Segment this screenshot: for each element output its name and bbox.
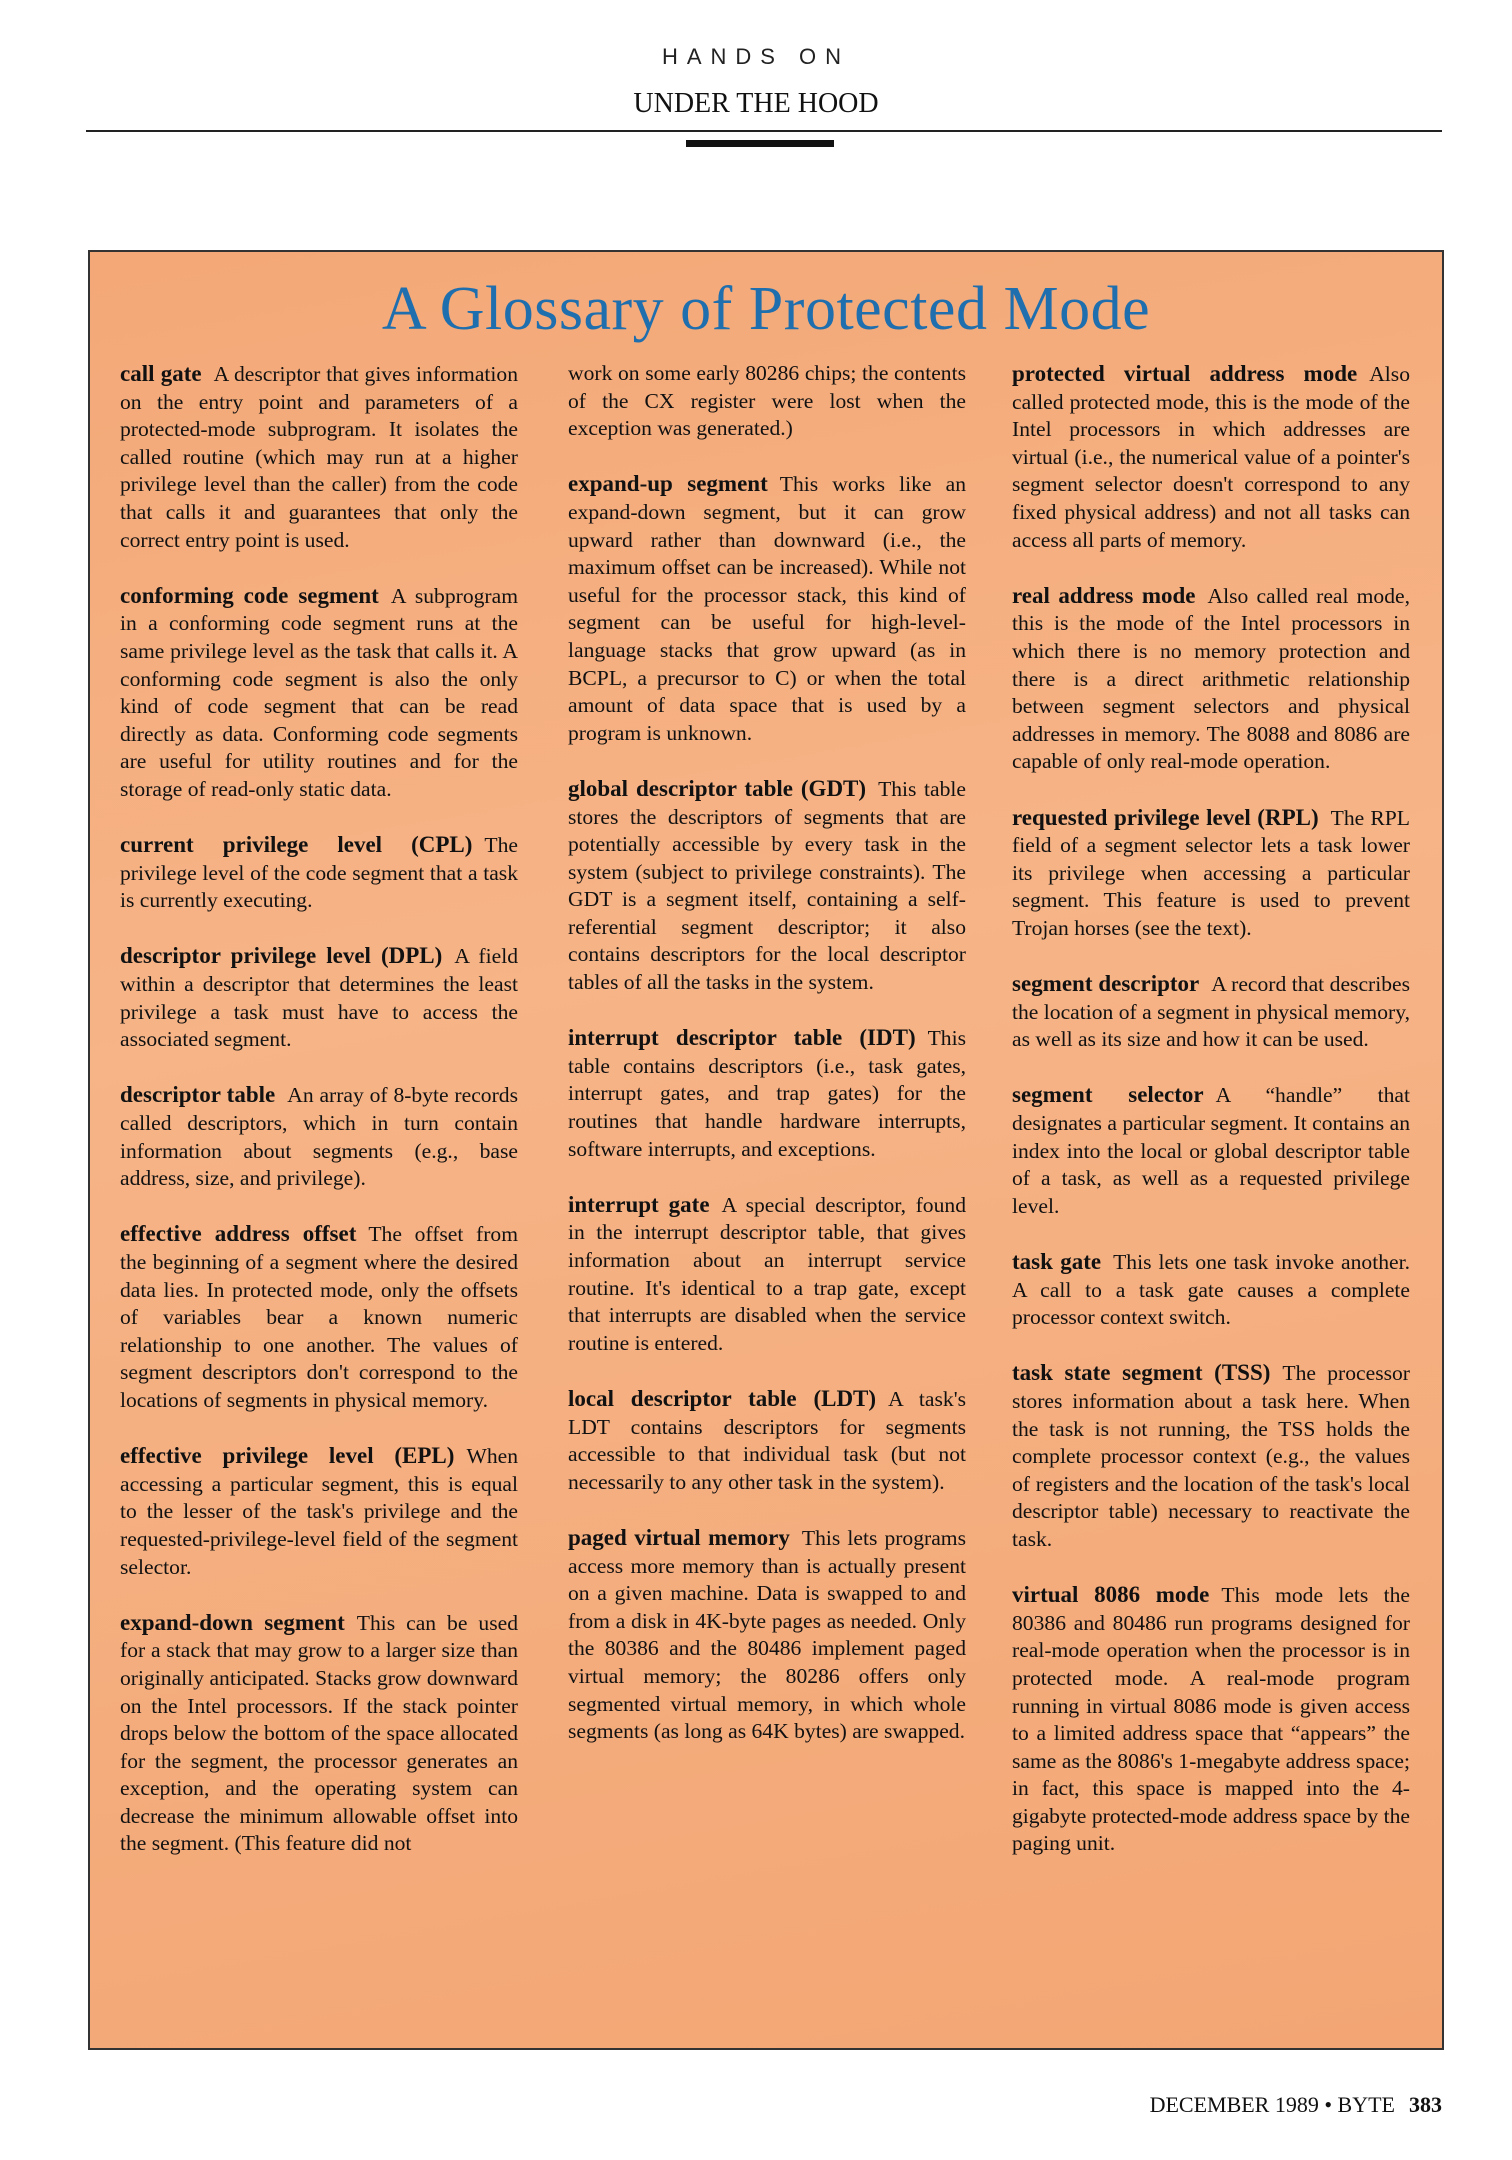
glossary-definition: A “handle” that designates a particular segment. It contains an index into the local or global descriptor table of a task, as well as a requested privilege level. (1012, 1083, 1410, 1218)
glossary-term: effective address offset (120, 1221, 357, 1247)
glossary-column-2 (568, 360, 966, 1773)
glossary-definition: The privilege level of the code segment that a task is currently executing. (120, 833, 518, 913)
glossary-term: segment descriptor (1012, 971, 1200, 997)
glossary-entry (120, 1609, 518, 1858)
glossary-title: A Glossary of Protected Mode (381, 275, 1151, 343)
glossary-entry (120, 831, 518, 915)
glossary-term: effective privilege level (EPL) (120, 1443, 455, 1469)
glossary-term: virtual 8086 mode (1012, 1582, 1210, 1608)
glossary-definition: This lets one task invoke another. A call to a task gate causes a complete processor context switch. (1012, 1250, 1410, 1330)
glossary-definition: Also called real mode, this is the mode of the Intel processors in which there is no memory protection and there is a direct arithmetic relationship between segment selectors and physical addresses in memory. The 8088 and 8086 are capable of only real-mode operation. (1012, 583, 1410, 774)
header-rule-accent (686, 140, 834, 147)
glossary-definition: A descriptor that gives information on the entry point and parameters of a protected-mode subprogram. It isolates the called routine (which may run at a higher privilege level than the caller) from the code that calls it and guarantees that only the correct entry point is used. (120, 362, 519, 552)
page-footer (1150, 2092, 1442, 2118)
department-title: UNDER THE HOOD (633, 88, 879, 119)
glossary-term: global descriptor table (GDT) (568, 775, 867, 801)
glossary-entry (568, 1024, 966, 1163)
glossary-column-1 (120, 360, 518, 1886)
glossary-definition: The processor stores information about a task here. When the task is not running, the TSS holds the complete processor context (e.g., the values of registers and the location of the task's local descriptor table) necessary to reactivate the task. (1012, 1361, 1410, 1551)
glossary-column-3 (1012, 360, 1410, 1886)
glossary-term: call gate (120, 361, 202, 386)
glossary-term: current privilege level (CPL) (120, 832, 473, 858)
glossary-definition: An array of 8-byte records called descriptors, which in turn contain information about segments (e.g., base address, size, and privilege). (120, 1083, 518, 1191)
glossary-entry (120, 1081, 518, 1192)
glossary-definition: Also called protected mode, this is the mode of the Intel processors in which addresses are virtual (i.e., the numerical value of a pointer's segment selector doesn't correspond to any fixed physical address) and not all tasks can access all parts of memory. (1012, 362, 1410, 552)
glossary-entry (568, 1191, 966, 1358)
section-label: HANDS ON (661, 44, 851, 69)
glossary-definition: This mode lets the 80386 and 80486 run programs designed for real-mode operation when the processor is in protected mode. A real-mode program running in virtual 8086 mode is given access to a limited address space that “appears” the same as the 8086's 1-megabyte address space; in fact, this space is mapped into the 4-gigabyte protected-mode address space by the paging unit. (1012, 1583, 1410, 1856)
glossary-definition: A field within a descriptor that determines the least privilege a task must have to access the associated segment. (120, 944, 519, 1052)
glossary-entry (120, 942, 518, 1053)
glossary-entry (1012, 1081, 1410, 1220)
glossary-entry (1012, 582, 1410, 776)
glossary-entry (568, 775, 966, 997)
glossary-term: local descriptor table (LDT) (568, 1385, 877, 1411)
glossary-definition: The RPL field of a segment selector lets a task lower its privilege when accessing a particular segment. This feature is used to prevent Trojan horses (see the text). (1012, 805, 1410, 940)
glossary-definition: This table stores the descriptors of segments that are potentially accessible by every task in the system (subject to privilege constraints). The GDT is a segment itself, containing a self-referential segment descriptor; it also contains descriptors for the local descriptor tables of all the tasks in the system. (568, 776, 966, 995)
glossary-term: descriptor privilege level (DPL) (120, 943, 443, 969)
glossary-entry (1012, 970, 1410, 1054)
glossary-entry (120, 582, 518, 804)
glossary-entry (1012, 360, 1410, 554)
glossary-definition: work on some early 80286 chips; the contents of the CX register were lost when the exception was generated.) (568, 361, 966, 441)
glossary-definition: The offset from the beginning of a segment where the desired data lies. In protected mode, only the offsets of variables bear a known numeric relationship to one another. The values of segment descriptors don't correspond to the locations of segments in physical memory. (120, 1222, 519, 1412)
issue-line: DECEMBER 1989 • BYTE (1149, 2092, 1395, 2117)
glossary-term: conforming code segment (120, 582, 379, 608)
glossary-term: segment selector (1012, 1082, 1204, 1108)
glossary-entry (1012, 1359, 1410, 1553)
header-rule (86, 130, 1442, 132)
glossary-term: task gate (1012, 1249, 1102, 1274)
glossary-entry (1012, 1248, 1410, 1332)
glossary-term: expand-up segment (568, 471, 768, 497)
glossary-term: task state segment (TSS) (1012, 1360, 1271, 1386)
glossary-entry (568, 1385, 966, 1496)
glossary-entry (568, 360, 966, 443)
glossary-definition: A special descriptor, found in the interrupt descriptor table, that gives information about an interrupt service routine. It's identical to a trap gate, except that interrupts are disabled when the service routine is entered. (568, 1192, 966, 1355)
page-number: 383 (1409, 2092, 1442, 2117)
glossary-entry (120, 360, 518, 554)
glossary-definition: When accessing a particular segment, this is equal to the lesser of the task's privilege and the requested-privilege-level field of the segment selector. (120, 1444, 518, 1579)
glossary-entry (568, 1524, 966, 1746)
glossary-definition: This can be used for a stack that may grow to a larger size than originally anticipated. Stacks grow downward on the Intel processors. If the stack pointer drops below the bottom of the space allocated for the segment, the processor generates an exception, and the operating system can decrease the minimum allowable offset into the segment. (This feature did not (120, 1610, 518, 1856)
glossary-term: expand-down segment (120, 1609, 345, 1635)
glossary-term: interrupt descriptor table (IDT) (568, 1025, 916, 1051)
glossary-entry (1012, 804, 1410, 943)
glossary-term: requested privilege level (RPL) (1012, 804, 1319, 830)
glossary-box (88, 250, 1444, 2050)
glossary-entry (568, 470, 966, 747)
glossary-definition: A task's LDT contains descriptors for segments accessible to that individual task (but not necessarily to any other task in the system). (568, 1386, 966, 1494)
glossary-definition: A record that describes the location of a segment in physical memory, as well as its size and how it can be used. (1012, 972, 1410, 1052)
glossary-term: real address mode (1012, 582, 1196, 608)
glossary-entry (120, 1442, 518, 1581)
glossary-definition: This table contains descriptors (i.e., task gates, interrupt gates, and trap gates) for the routines that handle hardware interrupts, software interrupts, and exceptions. (568, 1026, 966, 1161)
glossary-term: descriptor table (120, 1082, 276, 1108)
glossary-term: interrupt gate (568, 1191, 710, 1217)
glossary-entry (120, 1220, 518, 1414)
glossary-term: paged virtual memory (568, 1524, 790, 1550)
glossary-entry (1012, 1581, 1410, 1858)
glossary-term: protected virtual address mode (1012, 361, 1358, 386)
glossary-definition: This works like an expand-down segment, but it can grow upward rather than downward (i.e., the maximum offset can be increased). While not useful for the processor stack, this kind of segment can be useful for high-level-language stacks that grow upward (as in BCPL, a precursor to C) or when the total amount of data space that is used by a program is unknown. (568, 472, 966, 745)
glossary-definition: This lets programs access more memory than is actually present on a given machine. Data is swapped to and from a disk in 4K-byte pages as needed. Only the 80386 and the 80486 implement paged virtual memory; the 80286 offers only segmented virtual memory, in which whole segments (as long as 64K bytes) are swapped. (568, 1525, 967, 1744)
glossary-definition: A subprogram in a conforming code segment runs at the same privilege level as the task that calls it. A conforming code segment is also the only kind of code segment that can be read directly as data. Conforming code segments are useful for utility routines and for the storage of read-only static data. (120, 583, 518, 801)
